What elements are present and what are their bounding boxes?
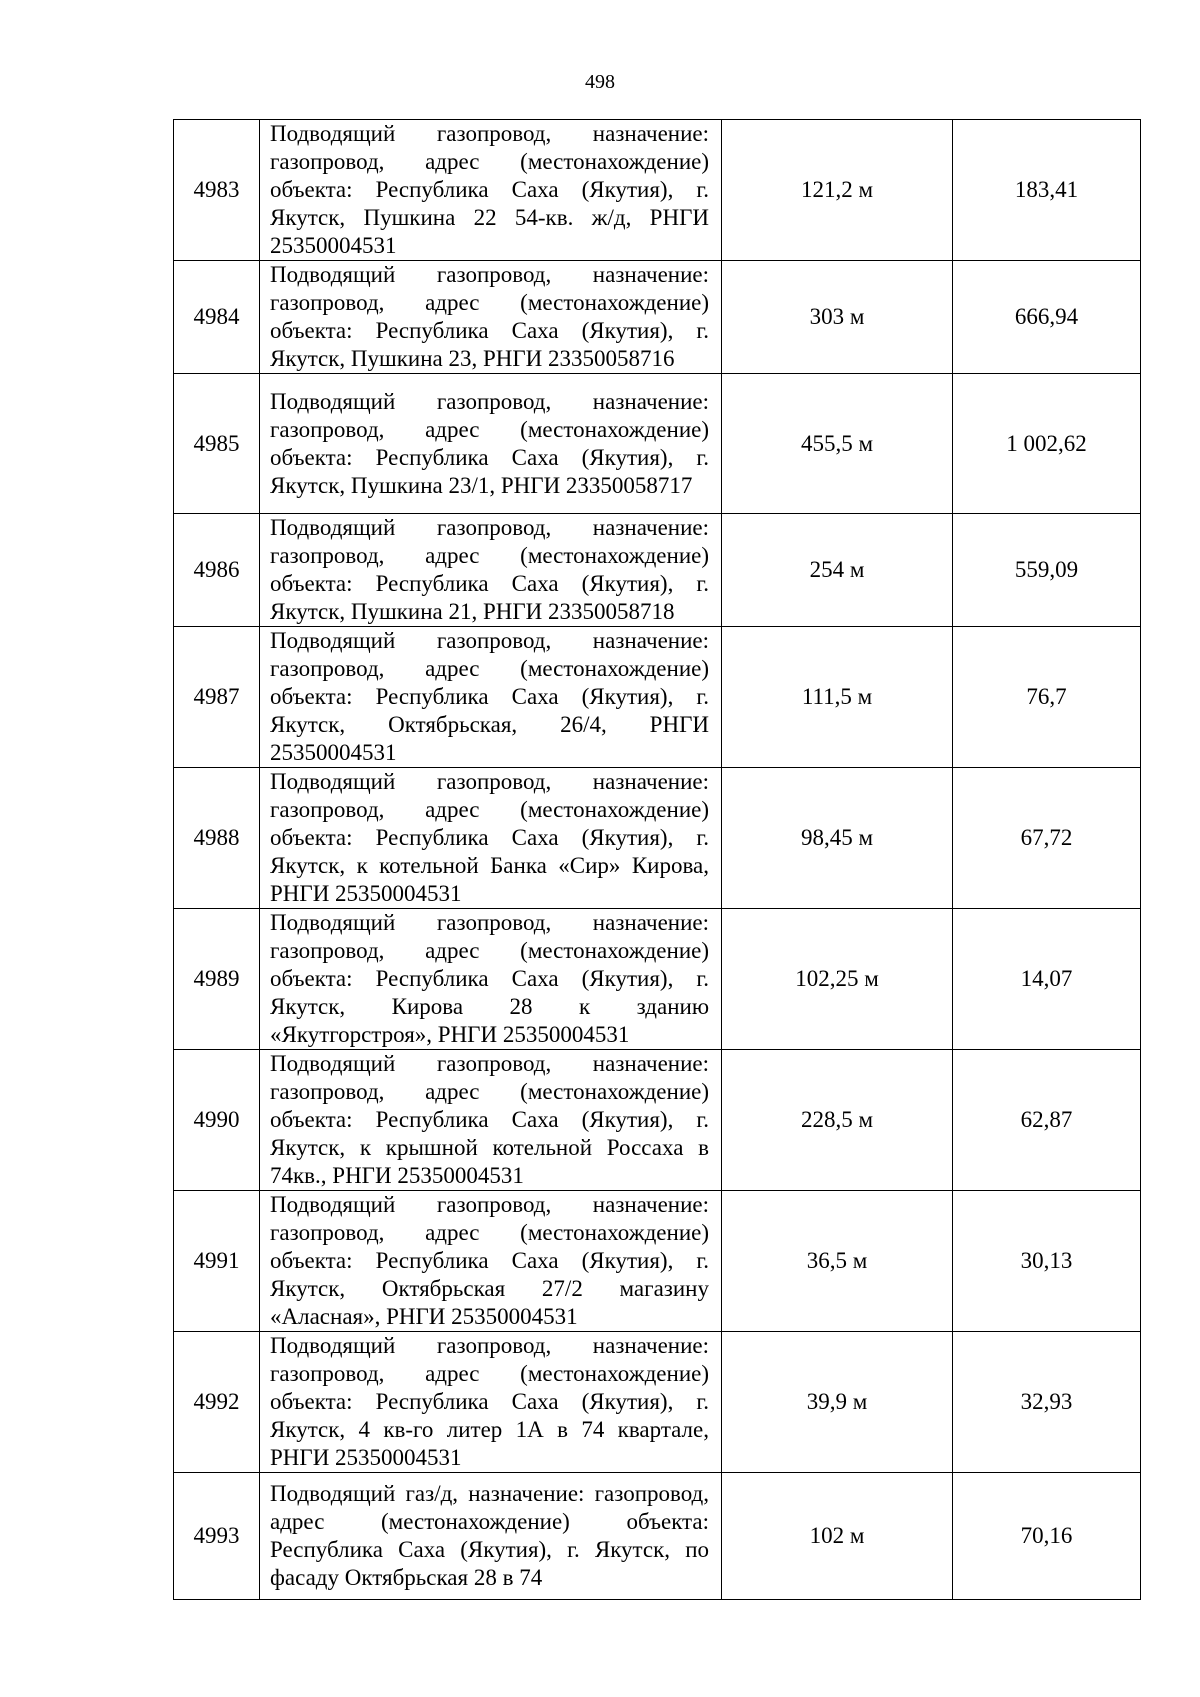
object-description-text: Подводящий газопровод, назначение: газопровод, адрес (местонахождение) объекта: Республика Саха (Якутия), г. Якутск, Октябрьская 27/2 магазину «Аласная», РНГИ 25350004531	[270, 1192, 709, 1329]
object-description	[260, 1050, 722, 1191]
object-length: 102 м	[722, 1473, 953, 1600]
object-length: 228,5 м	[722, 1050, 953, 1191]
object-description-text: Подводящий газопровод, назначение: газопровод, адрес (местонахождение) объекта: Республика Саха (Якутия), г. Якутск, 4 кв-го литер 1А в 74 квартале, РНГИ 25350004531	[270, 1333, 709, 1470]
object-length: 121,2 м	[722, 120, 953, 261]
object-value: 1 002,62	[953, 374, 1141, 514]
table-row	[174, 1050, 1141, 1191]
object-description-text: Подводящий газопровод, назначение: газопровод, адрес (местонахождение) объекта: Республика Саха (Якутия), г. Якутск, Пушкина 23/1, РНГИ 23350058717	[270, 388, 709, 498]
object-length: 36,5 м	[722, 1191, 953, 1332]
object-description-text: Подводящий газопровод, назначение: газопровод, адрес (местонахождение) объекта: Республика Саха (Якутия), г. Якутск, к котельной Банка «Сир» Кирова, РНГИ 25350004531	[270, 769, 709, 906]
object-value: 183,41	[953, 120, 1141, 261]
object-description-text: Подводящий газопровод, назначение: газопровод, адрес (местонахождение) объекта: Республика Саха (Якутия), г. Якутск, Пушкина 21, РНГИ 23350058718	[270, 515, 709, 624]
object-description	[260, 1473, 722, 1600]
object-description	[260, 1332, 722, 1473]
object-value: 70,16	[953, 1473, 1141, 1600]
row-number: 4983	[174, 120, 260, 261]
page-number: 498	[585, 71, 615, 93]
object-value: 14,07	[953, 909, 1141, 1050]
object-value: 559,09	[953, 514, 1141, 627]
table-row	[174, 627, 1141, 768]
row-number: 4984	[174, 261, 260, 374]
object-description-text: Подводящий газопровод, назначение: газопровод, адрес (местонахождение) объекта: Республика Саха (Якутия), г. Якутск, Пушкина 23, РНГИ 23350058716	[270, 262, 709, 371]
object-value: 666,94	[953, 261, 1141, 374]
object-description	[260, 261, 722, 374]
object-length: 254 м	[722, 514, 953, 627]
object-length: 455,5 м	[722, 374, 953, 514]
object-length: 98,45 м	[722, 768, 953, 909]
table-row	[174, 374, 1141, 514]
row-number: 4991	[174, 1191, 260, 1332]
object-value: 76,7	[953, 627, 1141, 768]
row-number: 4988	[174, 768, 260, 909]
table-row	[174, 768, 1141, 909]
table-row	[174, 514, 1141, 627]
table-row	[174, 1332, 1141, 1473]
object-description	[260, 1191, 722, 1332]
object-value: 67,72	[953, 768, 1141, 909]
row-number: 4993	[174, 1473, 260, 1600]
object-value: 32,93	[953, 1332, 1141, 1473]
property-registry-table	[173, 119, 1141, 1600]
table-row	[174, 909, 1141, 1050]
row-number: 4992	[174, 1332, 260, 1473]
object-description-text: Подводящий газ/д, назначение: газопровод, адрес (местонахождение) объекта: Республика Саха (Якутия), г. Якутск, по фасаду Октябрьская 28 в 74	[270, 1481, 709, 1590]
table-row	[174, 120, 1141, 261]
object-description	[260, 374, 722, 514]
row-number: 4986	[174, 514, 260, 627]
row-number: 4990	[174, 1050, 260, 1191]
object-length: 102,25 м	[722, 909, 953, 1050]
table-row	[174, 1191, 1141, 1332]
object-description-text: Подводящий газопровод, назначение: газопровод, адрес (местонахождение) объекта: Республика Саха (Якутия), г. Якутск, Кирова 28 к зданию «Якутгорстроя», РНГИ 25350004531	[270, 910, 709, 1047]
row-number: 4989	[174, 909, 260, 1050]
object-description	[260, 627, 722, 768]
object-description-text: Подводящий газопровод, назначение: газопровод, адрес (местонахождение) объекта: Республика Саха (Якутия), г. Якутск, Октябрьская, 26/4, РНГИ 25350004531	[270, 628, 709, 765]
object-description-text: Подводящий газопровод, назначение: газопровод, адрес (местонахождение) объекта: Республика Саха (Якутия), г. Якутск, к крышной котельной Россаха в 74кв., РНГИ 25350004531	[270, 1051, 709, 1188]
object-value: 30,13	[953, 1191, 1141, 1332]
object-value: 62,87	[953, 1050, 1141, 1191]
row-number: 4985	[174, 374, 260, 514]
object-description-text: Подводящий газопровод, назначение: газопровод, адрес (местонахождение) объекта: Республика Саха (Якутия), г. Якутск, Пушкина 22 54-кв. ж/д, РНГИ 25350004531	[270, 121, 709, 258]
object-description	[260, 768, 722, 909]
object-length: 111,5 м	[722, 627, 953, 768]
object-description	[260, 120, 722, 261]
table-row	[174, 1473, 1141, 1600]
row-number: 4987	[174, 627, 260, 768]
object-description	[260, 514, 722, 627]
object-description	[260, 909, 722, 1050]
object-length: 39,9 м	[722, 1332, 953, 1473]
object-length: 303 м	[722, 261, 953, 374]
table-row	[174, 261, 1141, 374]
